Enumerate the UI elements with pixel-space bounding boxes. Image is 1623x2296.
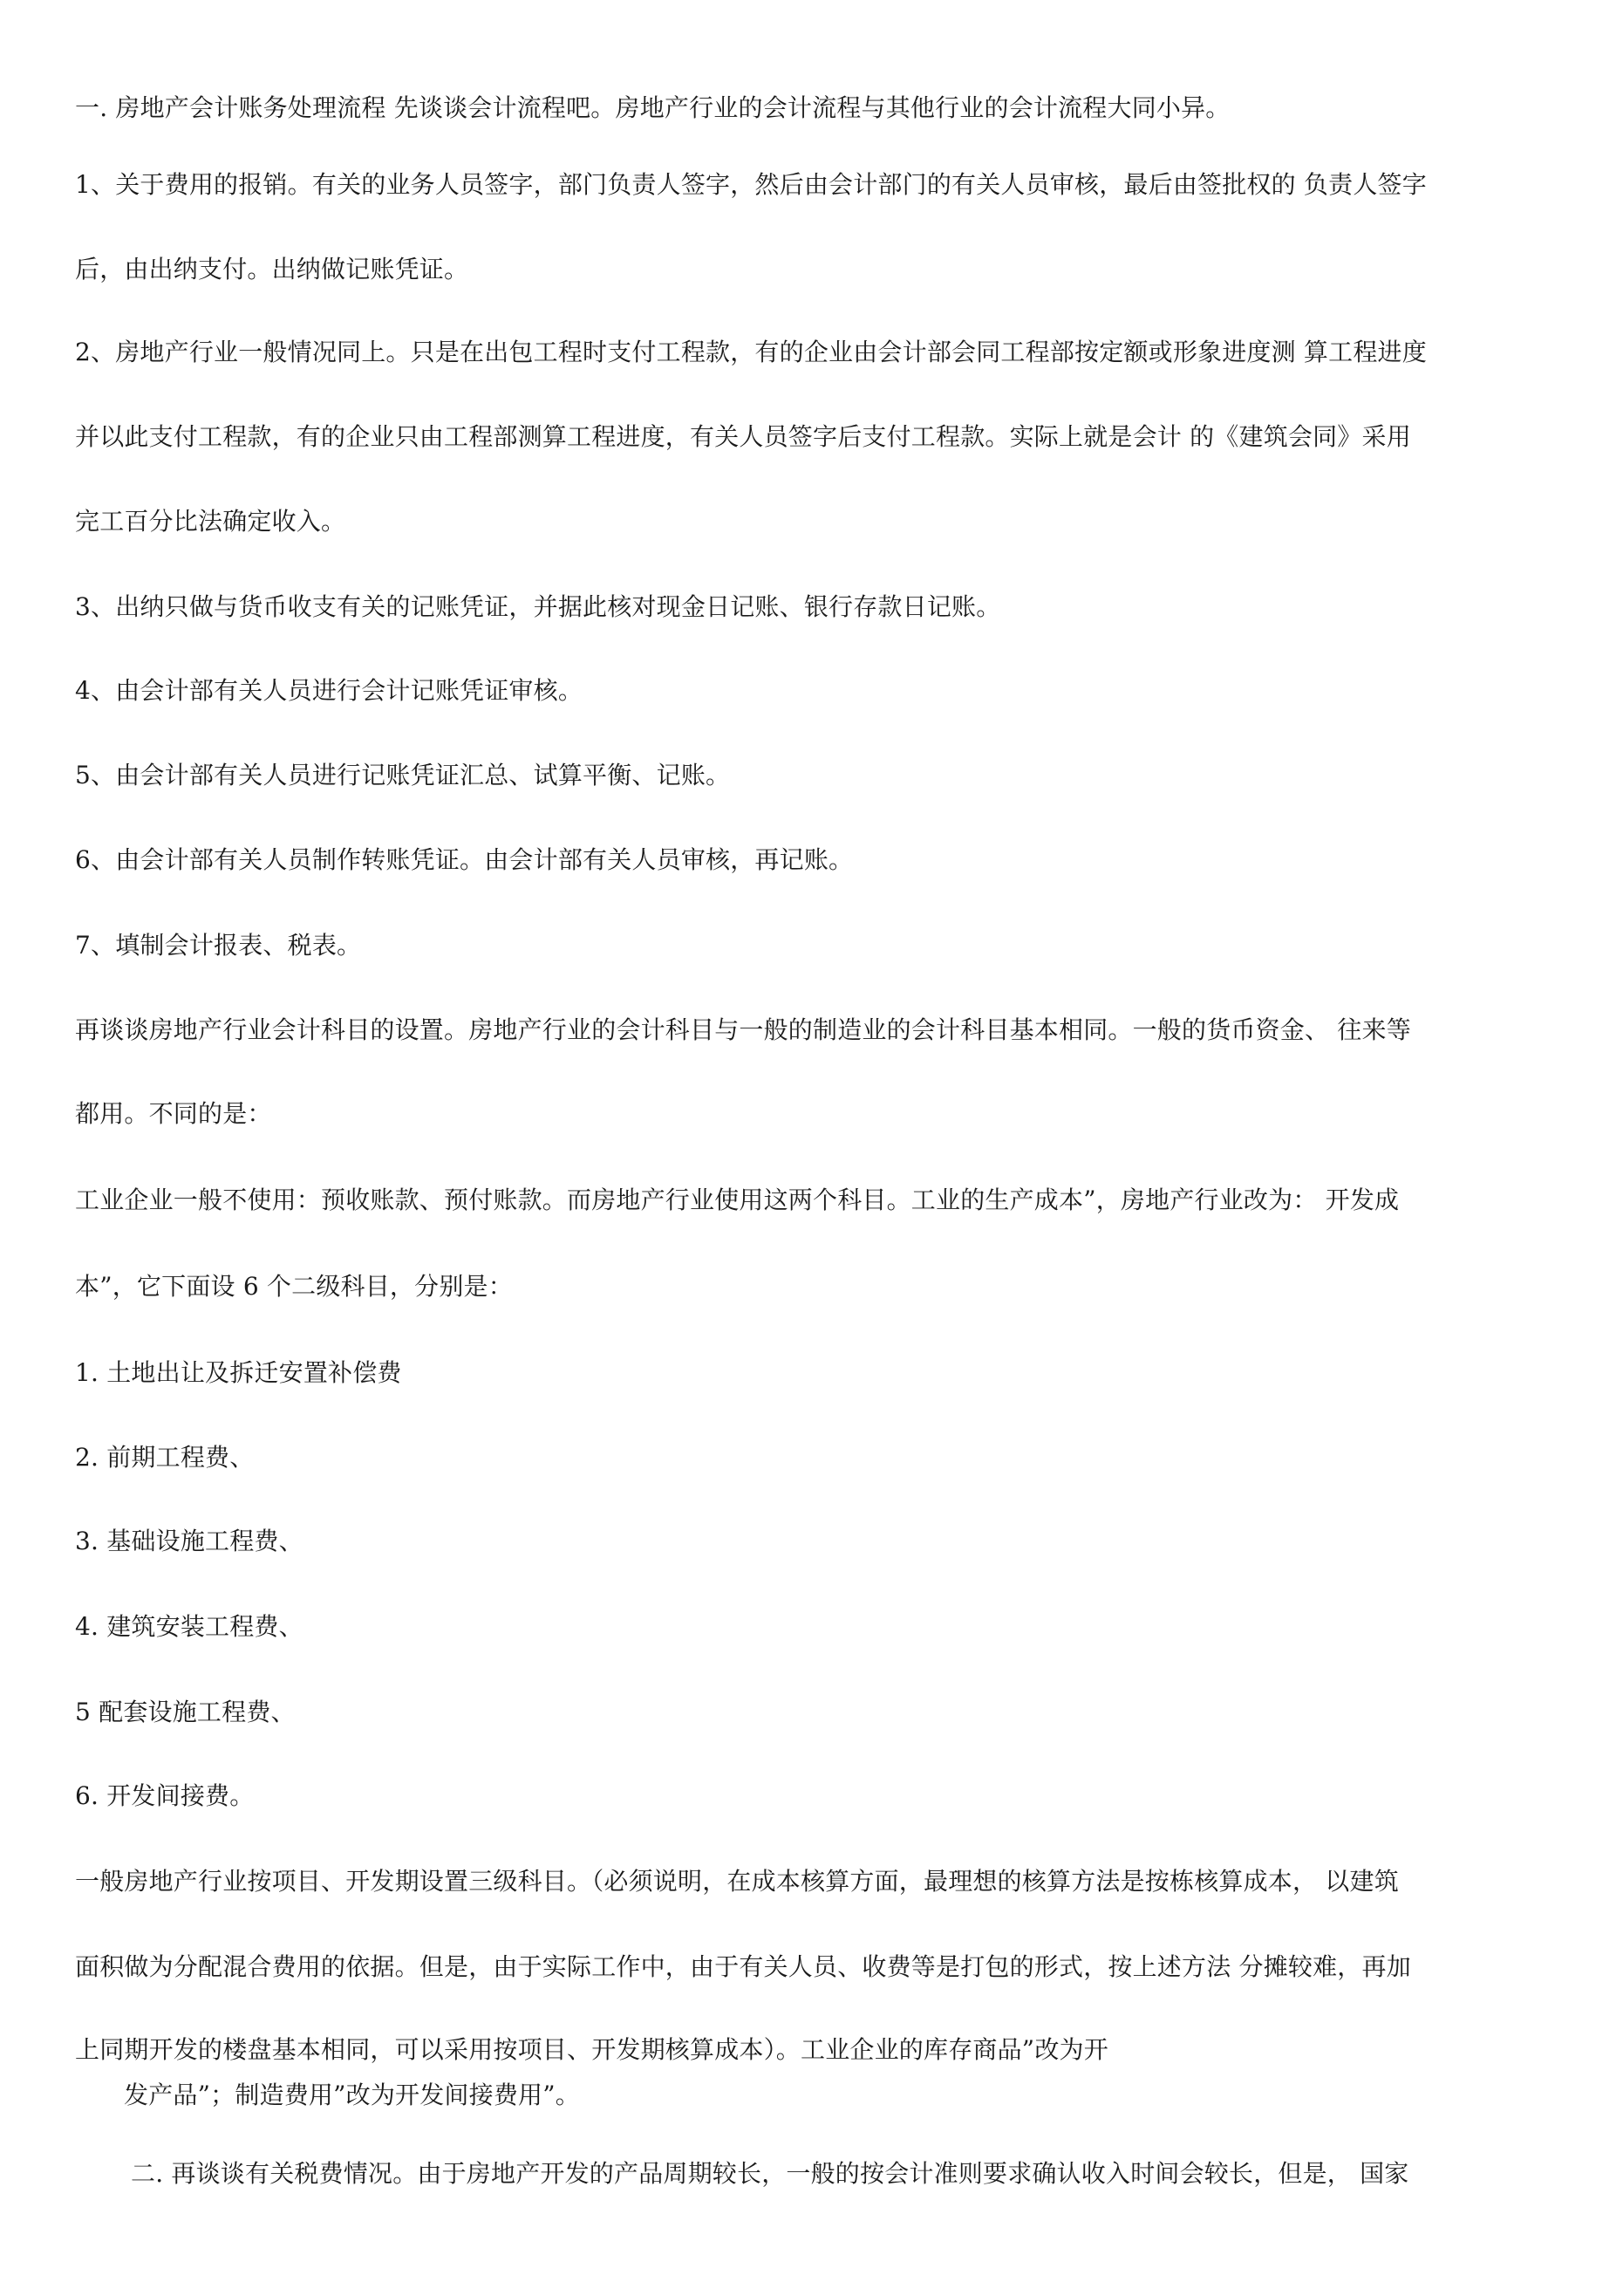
paragraph-line: 一般房地产行业按项目、开发期设置三级科目。（必须说明，在成本核算方面，最理想的核算方法是按栋核算成本， 以建筑 xyxy=(75,1867,1399,1896)
list-item: 5 配套设施工程费、 xyxy=(75,1698,296,1726)
paragraph-line: 工业企业一般不使用：预收账款、预付账款。而房地产行业使用这两个科目。工业的生产成本”，房地产行业改为： 开发成 xyxy=(75,1186,1400,1214)
paragraph-line: 3、出纳只做与货币收支有关的记账凭证，并据此核对现金日记账、银行存款日记账。 xyxy=(75,592,1001,621)
paragraph-line: 6、由会计部有关人员制作转账凭证。由会计部有关人员审核，再记账。 xyxy=(75,845,854,874)
paragraph-line: 1、关于费用的报销。有关的业务人员签字，部门负责人签字，然后由会计部门的有关人员审核，最后由签批权的 负责人签字 xyxy=(75,170,1427,199)
paragraph-line: 并以此支付工程款，有的企业只由工程部测算工程进度，有关人员签字后支付工程款。实际上就是会计 的《建筑会同》采用 xyxy=(75,422,1411,451)
list-item: 6. 开发间接费。 xyxy=(75,1781,255,1810)
paragraph-line: 上同期开发的楼盘基本相同，可以采用按项目、开发期核算成本）。工业企业的库存商品”改为开 xyxy=(75,2035,1108,2064)
paragraph-line: 后，由出纳支付。出纳做记账凭证。 xyxy=(75,255,469,284)
paragraph-line: 5、由会计部有关人员进行记账凭证汇总、试算平衡、记账。 xyxy=(75,761,731,789)
paragraph-line: 完工百分比法确定收入。 xyxy=(75,507,346,536)
paragraph-line: 都用。不同的是： xyxy=(75,1099,272,1128)
paragraph-line: 再谈谈房地产行业会计科目的设置。房地产行业的会计科目与一般的制造业的会计科目基本相同。一般的货币资金、 往来等 xyxy=(75,1015,1411,1044)
section-two-heading: 二. 再谈谈有关税费情况。由于房地产开发的产品周期较长，一般的按会计准则要求确认收入时间会较长，但是， 国家 xyxy=(131,2159,1409,2188)
list-item: 2. 前期工程费、 xyxy=(75,1443,255,1472)
paragraph-line: 2、房地产行业一般情况同上。只是在出包工程时支付工程款，有的企业由会计部会同工程部按定额或形象进度测 算工程进度 xyxy=(75,338,1427,366)
list-item: 1. 土地出让及拆迁安置补偿费 xyxy=(75,1358,402,1387)
list-item: 4. 建筑安装工程费、 xyxy=(75,1612,303,1641)
paragraph-line: 4、由会计部有关人员进行会计记账凭证审核。 xyxy=(75,676,583,705)
paragraph-line: 面积做为分配混合费用的依据。但是，由于实际工作中，由于有关人员、收费等是打包的形式，按上述方法 分摊较难，再加 xyxy=(75,1952,1411,1981)
paragraph-line: 7、填制会计报表、税表。 xyxy=(75,931,362,960)
paragraph-line: 本”，它下面设 6 个二级科目，分别是： xyxy=(75,1272,513,1301)
paragraph-line: 发产品”；制造费用”改为开发间接费用”。 xyxy=(124,2081,580,2109)
section-one-heading: 一. 房地产会计账务处理流程 先谈谈会计流程吧。房地产行业的会计流程与其他行业的会计流程大同小异。 xyxy=(75,93,1231,122)
list-item: 3. 基础设施工程费、 xyxy=(75,1527,303,1555)
